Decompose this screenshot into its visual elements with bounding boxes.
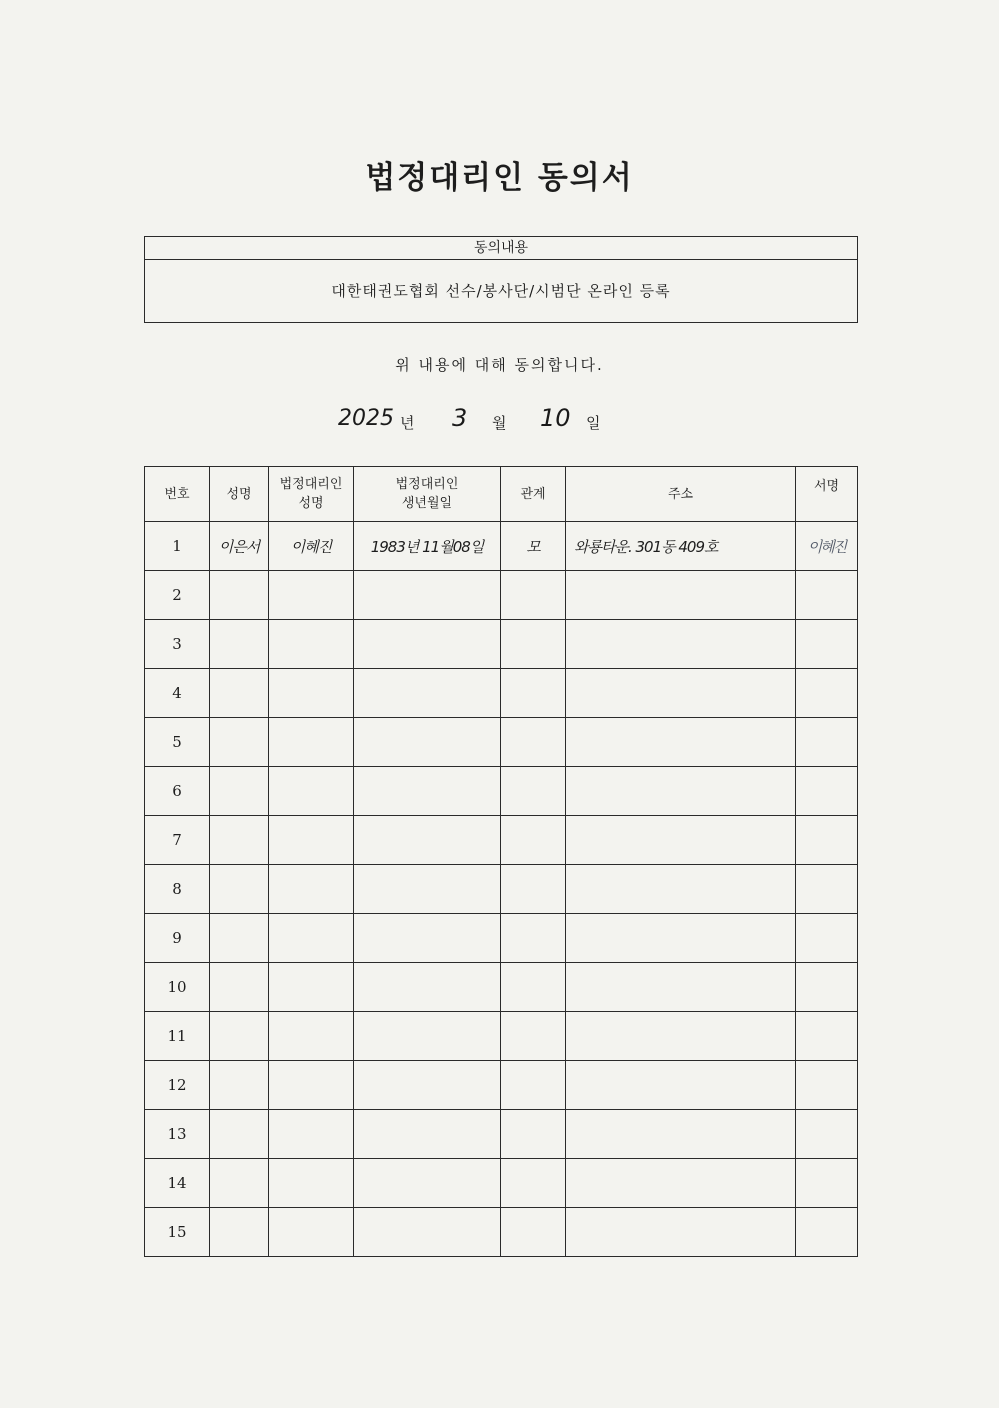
table-row [145, 865, 858, 914]
cell-signature [796, 620, 858, 669]
cell-name [210, 669, 269, 718]
date-year-unit: 년 [400, 414, 415, 432]
cell-guardian-name [269, 1159, 354, 1208]
header-address: 주소 [566, 467, 796, 522]
cell-guardian-birth [354, 1110, 501, 1159]
cell-relation [501, 620, 566, 669]
cell-relation: 모 [501, 522, 566, 571]
cell-guardian-birth [354, 914, 501, 963]
table-row [145, 963, 858, 1012]
cell-name [210, 1208, 269, 1257]
cell-name [210, 767, 269, 816]
cell-address [566, 914, 796, 963]
cell-relation [501, 1159, 566, 1208]
cell-guardian-birth [354, 767, 501, 816]
cell-guardian-birth [354, 1061, 501, 1110]
cell-signature [796, 865, 858, 914]
cell-signature [796, 718, 858, 767]
cell-address [566, 1061, 796, 1110]
cell-relation [501, 963, 566, 1012]
cell-address [566, 1208, 796, 1257]
cell-address [566, 1159, 796, 1208]
cell-guardian-name [269, 767, 354, 816]
cell-name: 이은서 [210, 522, 269, 571]
table-row [145, 1208, 858, 1257]
cell-no: 2 [145, 571, 210, 620]
header-signature: 서명 [796, 467, 858, 522]
table-row [145, 669, 858, 718]
cell-no: 5 [145, 718, 210, 767]
cell-relation [501, 669, 566, 718]
cell-address [566, 816, 796, 865]
date-day-unit: 일 [586, 414, 601, 432]
cell-signature [796, 816, 858, 865]
cell-name [210, 620, 269, 669]
table-row [145, 1110, 858, 1159]
cell-guardian-birth [354, 718, 501, 767]
cell-address [566, 620, 796, 669]
cell-signature [796, 571, 858, 620]
cell-signature [796, 669, 858, 718]
table-row [145, 816, 858, 865]
cell-address [566, 718, 796, 767]
cell-name [210, 1110, 269, 1159]
cell-name [210, 571, 269, 620]
cell-name [210, 865, 269, 914]
cell-relation [501, 767, 566, 816]
consent-content-box [144, 236, 858, 323]
cell-address [566, 669, 796, 718]
cell-relation [501, 865, 566, 914]
cell-guardian-name [269, 1061, 354, 1110]
table-row [145, 1012, 858, 1061]
cell-name [210, 963, 269, 1012]
cell-relation [501, 718, 566, 767]
cell-name [210, 718, 269, 767]
cell-relation [501, 1012, 566, 1061]
cell-guardian-birth [354, 963, 501, 1012]
cell-guardian-name [269, 865, 354, 914]
cell-no: 8 [145, 865, 210, 914]
date-year: 2025 [338, 406, 394, 431]
cell-relation [501, 1061, 566, 1110]
header-guardian-name: 법정대리인 성명 [269, 467, 354, 522]
cell-guardian-birth [354, 816, 501, 865]
cell-name [210, 816, 269, 865]
cell-relation [501, 816, 566, 865]
cell-guardian-name [269, 571, 354, 620]
table-row [145, 522, 858, 571]
table-row [145, 767, 858, 816]
page-title: 법정대리인 동의서 [365, 160, 634, 196]
cell-guardian-name: 이혜진 [269, 522, 354, 571]
cell-no: 13 [145, 1110, 210, 1159]
header-no: 번호 [145, 467, 210, 522]
header-relation: 관계 [501, 467, 566, 522]
cell-no: 12 [145, 1061, 210, 1110]
date-row [0, 404, 999, 440]
cell-no: 7 [145, 816, 210, 865]
cell-signature [796, 914, 858, 963]
cell-no: 14 [145, 1159, 210, 1208]
cell-guardian-name [269, 669, 354, 718]
agree-statement: 위 내용에 대해 동의합니다. [395, 356, 604, 374]
cell-address [566, 865, 796, 914]
guardian-table [144, 466, 858, 1257]
table-row [145, 914, 858, 963]
cell-guardian-name [269, 620, 354, 669]
cell-signature: 이혜진 [796, 522, 858, 571]
cell-name [210, 1012, 269, 1061]
cell-address [566, 1110, 796, 1159]
cell-guardian-name [269, 963, 354, 1012]
consent-header: 동의내용 [145, 237, 857, 260]
cell-address: 와룡타운. 301동 409호 [566, 522, 796, 571]
cell-no: 11 [145, 1012, 210, 1061]
table-row [145, 1159, 858, 1208]
cell-guardian-birth: 1983년 11월08일 [354, 522, 501, 571]
cell-signature [796, 1012, 858, 1061]
header-guardian-birth: 법정대리인 생년월일 [354, 467, 501, 522]
cell-address [566, 1012, 796, 1061]
date-day: 10 [540, 404, 571, 432]
cell-relation [501, 1208, 566, 1257]
cell-guardian-name [269, 1208, 354, 1257]
cell-no: 15 [145, 1208, 210, 1257]
cell-signature [796, 963, 858, 1012]
cell-no: 9 [145, 914, 210, 963]
cell-no: 4 [145, 669, 210, 718]
table-row [145, 571, 858, 620]
consent-text: 대한태권도협회 선수/봉사단/시범단 온라인 등록 [331, 282, 671, 300]
cell-guardian-birth [354, 669, 501, 718]
cell-guardian-name [269, 1012, 354, 1061]
cell-signature [796, 1110, 858, 1159]
header-name: 성명 [210, 467, 269, 522]
cell-signature [796, 1208, 858, 1257]
cell-no: 3 [145, 620, 210, 669]
cell-name [210, 1159, 269, 1208]
table-row [145, 620, 858, 669]
cell-guardian-name [269, 914, 354, 963]
cell-no: 10 [145, 963, 210, 1012]
table-header-row [145, 467, 858, 522]
cell-no: 1 [145, 522, 210, 571]
cell-guardian-name [269, 718, 354, 767]
cell-signature [796, 767, 858, 816]
cell-relation [501, 1110, 566, 1159]
table-row [145, 1061, 858, 1110]
cell-guardian-birth [354, 865, 501, 914]
cell-guardian-birth [354, 1159, 501, 1208]
cell-relation [501, 914, 566, 963]
cell-name [210, 1061, 269, 1110]
cell-guardian-birth [354, 1208, 501, 1257]
cell-guardian-birth [354, 1012, 501, 1061]
cell-address [566, 571, 796, 620]
cell-relation [501, 571, 566, 620]
cell-guardian-birth [354, 620, 501, 669]
cell-guardian-birth [354, 571, 501, 620]
cell-signature [796, 1159, 858, 1208]
cell-guardian-name [269, 1110, 354, 1159]
date-month: 3 [452, 404, 468, 432]
table-row [145, 718, 858, 767]
cell-no: 6 [145, 767, 210, 816]
cell-address [566, 963, 796, 1012]
date-month-unit: 월 [492, 414, 507, 432]
cell-name [210, 914, 269, 963]
cell-address [566, 767, 796, 816]
cell-guardian-name [269, 816, 354, 865]
cell-signature [796, 1061, 858, 1110]
